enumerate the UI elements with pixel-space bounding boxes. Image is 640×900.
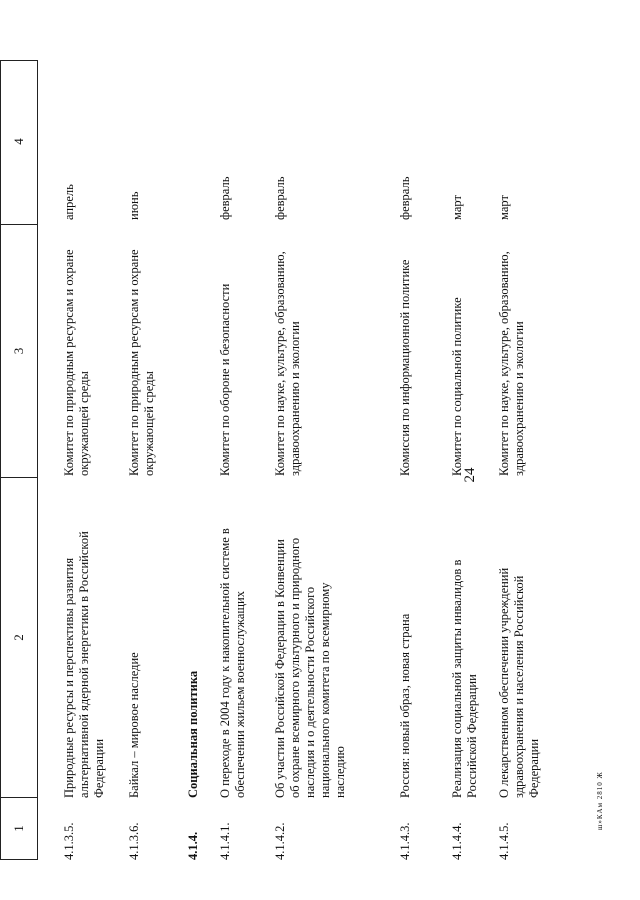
row-number: 4.1.4.3. <box>398 822 412 860</box>
row-month: февраль <box>273 176 287 220</box>
row-number: 4.1.4.4. <box>450 822 464 860</box>
row-committee: Комитет по науке, культуре, образованию, здравоохранению и экологии <box>497 251 526 476</box>
header-col-3: 3 <box>1 224 37 477</box>
row-month: февраль <box>218 176 232 220</box>
row-committee: Комитет по природным ресурсам и охране окружающей среды <box>62 249 91 476</box>
row-committee: Комитет по науке, культуре, образованию, здравоохранению и экологии <box>273 251 302 476</box>
row-title: Реализация социальной защиты инвалидов в Российской Федерации <box>450 559 479 798</box>
row-number: 4.1.4.1. <box>218 822 232 860</box>
row-number: 4.1.3.6. <box>127 822 141 860</box>
footer-mark: ш»КАм 2810 Ж <box>596 771 604 830</box>
row-month: июнь <box>127 191 141 220</box>
row-committee: Комитет по социальной политике <box>450 297 464 476</box>
row-committee: Комитет по природным ресурсам и охране окружающей среды <box>127 249 156 476</box>
row-title: Об участии Российской Федерации в Конвенции об охране всемирного культурного и природного наследия и о деятельности Российского национального комитета по всемирному наследию <box>273 537 347 798</box>
row-title: О переходе в 2004 году к накопительной системе в обеспечении жильем военнослужащих <box>218 528 247 798</box>
header-col-4: 4 <box>11 138 26 145</box>
row-month: март <box>450 195 464 220</box>
row-number: 4.1.3.5. <box>62 822 76 860</box>
row-title: О лекарственном обеспечении учреждений здравоохранения и населения Российской Федерации <box>497 567 541 798</box>
row-month: февраль <box>398 176 412 220</box>
page-number: 24 <box>462 467 478 483</box>
header-col-2: 2 <box>1 477 37 797</box>
row-committee: Комиссия по информационной политике <box>398 259 412 476</box>
row-number: 4.1.4.2. <box>273 822 287 860</box>
table-header <box>0 60 38 860</box>
section-number: 4.1.4. <box>186 831 200 860</box>
row-title: Байкал – мировое наследие <box>127 652 141 798</box>
header-col-1: 1 <box>1 797 37 859</box>
section-title: Социальная политика <box>186 670 200 798</box>
row-month: апрель <box>62 184 76 220</box>
row-month: март <box>497 195 511 220</box>
row-committee: Комитет по обороне и безопасности <box>218 283 232 476</box>
row-number: 4.1.4.5. <box>497 822 511 860</box>
row-title: Россия: новый образ, новая страна <box>398 613 412 798</box>
row-title: Природные ресурсы и перспективы развития альтернативной ядерной энергетики в Российской Федерации <box>62 531 106 798</box>
